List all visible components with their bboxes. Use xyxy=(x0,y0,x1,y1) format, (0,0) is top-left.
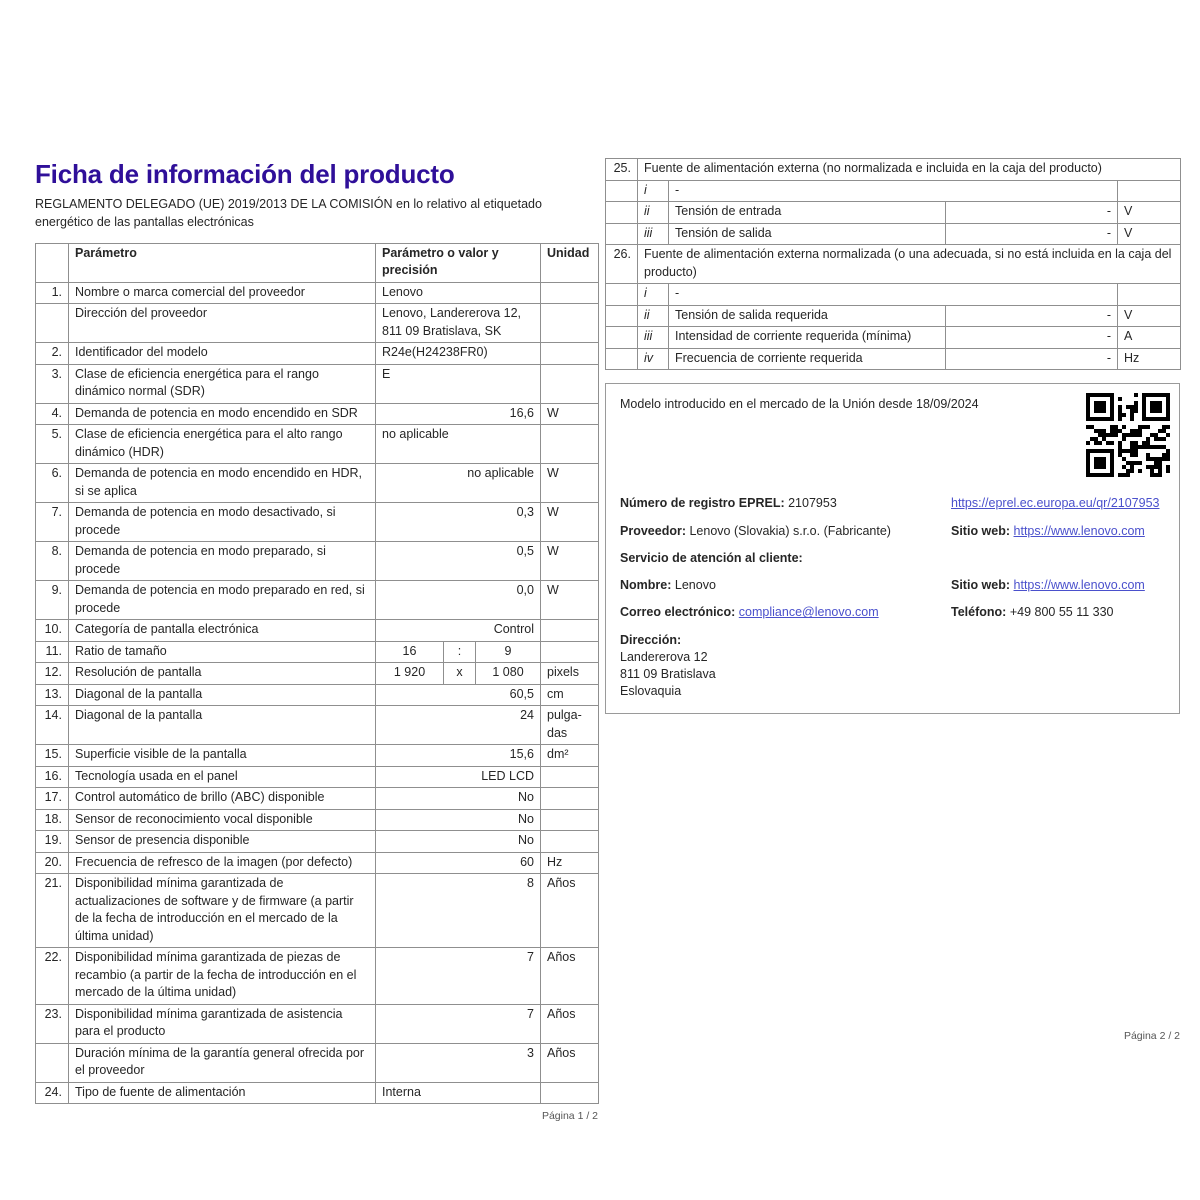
row-unit: Años xyxy=(541,948,599,1005)
row-subnumber: i xyxy=(638,284,669,306)
row-label: Diagonal de la pantalla xyxy=(69,706,376,745)
row-label: Tensión de salida requerida xyxy=(669,305,946,327)
row-unit xyxy=(541,282,599,304)
table-row xyxy=(36,663,599,685)
table-row xyxy=(36,581,599,620)
row-number: 8. xyxy=(36,542,69,581)
row-label: Sensor de presencia disponible xyxy=(69,831,376,853)
row-number: 13. xyxy=(36,684,69,706)
section-label: Fuente de alimentación externa normalizada (o una adecuada, si no está incluida en la caja del producto) xyxy=(638,245,1181,284)
sitio-web-label-2: Sitio web: xyxy=(951,578,1011,592)
row-value: 16,6 xyxy=(376,403,541,425)
row-number xyxy=(36,304,69,343)
row-value-part: 9 xyxy=(476,641,541,663)
sitio-web-link-2[interactable]: https://www.lenovo.com xyxy=(1013,578,1145,592)
col-header-num xyxy=(36,243,69,282)
regulation-subtitle: REGLAMENTO DELEGADO (UE) 2019/2013 DE LA COMISIÓN en lo relativo al etiquetado energético de las pantallas electrónicas xyxy=(35,197,542,229)
row-number: 14. xyxy=(36,706,69,745)
market-intro-text: Modelo introducido en el mercado de la Unión desde 18/09/2024 xyxy=(620,397,979,411)
table-row xyxy=(36,788,599,810)
row-unit: V xyxy=(1118,202,1181,224)
row-value: 24 xyxy=(376,706,541,745)
table-row xyxy=(36,464,599,503)
table-row xyxy=(606,159,1181,181)
row-unit xyxy=(541,809,599,831)
row-number: 24. xyxy=(36,1082,69,1104)
direccion-line: Landererova 12 xyxy=(620,649,708,664)
row-value-separator: : xyxy=(444,641,476,663)
row-value: 0,3 xyxy=(376,503,541,542)
row-unit: W xyxy=(541,464,599,503)
row-unit: Años xyxy=(541,1043,599,1082)
direccion-line: 811 09 Bratislava xyxy=(620,667,716,681)
row-value: No xyxy=(376,809,541,831)
table-row xyxy=(36,304,599,343)
table-row xyxy=(606,245,1181,284)
row-number: 22. xyxy=(36,948,69,1005)
row-label: Nombre o marca comercial del proveedor xyxy=(69,282,376,304)
row-number: 25. xyxy=(606,159,638,181)
row-subnumber: iii xyxy=(638,327,669,349)
row-unit xyxy=(541,831,599,853)
row-number xyxy=(36,1043,69,1082)
row-number: 4. xyxy=(36,403,69,425)
row-value: - xyxy=(669,180,1118,202)
row-value: - xyxy=(946,305,1118,327)
row-value: 60,5 xyxy=(376,684,541,706)
row-unit: A xyxy=(1118,327,1181,349)
table-row xyxy=(36,831,599,853)
table-row xyxy=(36,766,599,788)
row-value: 0,5 xyxy=(376,542,541,581)
row-unit: pulga-das xyxy=(541,706,599,745)
row-number: 6. xyxy=(36,464,69,503)
row-unit xyxy=(541,1082,599,1104)
direccion-block xyxy=(620,632,1165,701)
row-value: 15,6 xyxy=(376,745,541,767)
row-label: Demanda de potencia en modo desactivado, si procede xyxy=(69,503,376,542)
row-number: 23. xyxy=(36,1004,69,1043)
row-unit xyxy=(541,766,599,788)
table-row xyxy=(36,852,599,874)
row-label: Clase de eficiencia energética para el alto rango dinámico (HDR) xyxy=(69,425,376,464)
row-value: Lenovo, Landererova 12, 811 09 Bratislava, SK xyxy=(376,304,541,343)
supplier-info-box xyxy=(605,383,1180,714)
eprel-value: 2107953 xyxy=(788,496,837,511)
row-number xyxy=(606,284,638,306)
row-number: 15. xyxy=(36,745,69,767)
row-label: Duración mínima de la garantía general ofrecida por el proveedor xyxy=(69,1043,376,1082)
correo-link[interactable]: compliance@lenovo.com xyxy=(738,605,879,620)
nombre-row xyxy=(620,577,1165,594)
table-row xyxy=(36,948,599,1005)
row-unit: Hz xyxy=(1118,348,1181,370)
table-header-row xyxy=(36,243,599,282)
row-unit: V xyxy=(1118,305,1181,327)
row-label: Demanda de potencia en modo encendido en HDR, si se aplica xyxy=(69,464,376,503)
row-value: 8 xyxy=(376,874,541,948)
row-unit: V xyxy=(1118,223,1181,245)
table-row xyxy=(36,364,599,403)
row-unit: cm xyxy=(541,684,599,706)
row-number: 2. xyxy=(36,343,69,365)
row-number: 9. xyxy=(36,581,69,620)
row-value: - xyxy=(946,348,1118,370)
row-number: 17. xyxy=(36,788,69,810)
table-row xyxy=(606,327,1181,349)
product-parameters-table xyxy=(35,243,599,1105)
row-number xyxy=(606,223,638,245)
power-supply-table xyxy=(605,158,1181,370)
row-value: 7 xyxy=(376,948,541,1005)
row-value: Interna xyxy=(376,1082,541,1104)
row-number: 20. xyxy=(36,852,69,874)
row-value: LED LCD xyxy=(376,766,541,788)
row-unit: Hz xyxy=(541,852,599,874)
row-unit: W xyxy=(541,581,599,620)
row-value: - xyxy=(669,284,1118,306)
row-value: No xyxy=(376,788,541,810)
row-label: Sensor de reconocimiento vocal disponible xyxy=(69,809,376,831)
col-header-parametro: Parámetro xyxy=(69,243,376,282)
table-row xyxy=(36,1004,599,1043)
row-unit: W xyxy=(541,403,599,425)
row-value: Lenovo xyxy=(376,282,541,304)
row-value-part: 16 xyxy=(376,641,444,663)
row-unit xyxy=(541,304,599,343)
row-value: - xyxy=(946,223,1118,245)
row-subnumber: iii xyxy=(638,223,669,245)
table-row xyxy=(36,343,599,365)
row-label: Dirección del proveedor xyxy=(69,304,376,343)
row-unit: W xyxy=(541,542,599,581)
row-value: no aplicable xyxy=(376,425,541,464)
row-unit xyxy=(541,343,599,365)
row-unit: W xyxy=(541,503,599,542)
row-number: 12. xyxy=(36,663,69,685)
page-title: Ficha de información del producto xyxy=(35,159,455,189)
row-label: Tipo de fuente de alimentación xyxy=(69,1082,376,1104)
row-label: Tecnología usada en el panel xyxy=(69,766,376,788)
row-value: No xyxy=(376,831,541,853)
table-row xyxy=(36,745,599,767)
row-unit: dm² xyxy=(541,745,599,767)
row-label: Resolución de pantalla xyxy=(69,663,376,685)
col-header-valor: Parámetro o valor y precisión xyxy=(376,243,541,282)
row-unit: Años xyxy=(541,874,599,948)
row-label: Identificador del modelo xyxy=(69,343,376,365)
row-label: Control automático de brillo (ABC) disponible xyxy=(69,788,376,810)
row-subnumber: ii xyxy=(638,305,669,327)
row-label: Tensión de salida xyxy=(669,223,946,245)
proveedor-value: Lenovo (Slovakia) s.r.o. (Fabricante) xyxy=(689,523,891,538)
row-value: 3 xyxy=(376,1043,541,1082)
nombre-label: Nombre: xyxy=(620,578,672,592)
servicio-cliente-label: Servicio de atención al cliente: xyxy=(620,550,803,565)
correo-label: Correo electrónico: xyxy=(620,605,736,620)
col-header-unidad: Unidad xyxy=(541,243,599,282)
table-row xyxy=(36,503,599,542)
page-2 xyxy=(605,158,1180,714)
table-row xyxy=(36,425,599,464)
table-row xyxy=(36,874,599,948)
row-number: 1. xyxy=(36,282,69,304)
table-row xyxy=(36,282,599,304)
table-row xyxy=(606,202,1181,224)
row-number: 10. xyxy=(36,620,69,642)
table-row xyxy=(606,305,1181,327)
direccion-line: Eslovaquia xyxy=(620,684,682,699)
row-subnumber: iv xyxy=(638,348,669,370)
row-number: 21. xyxy=(36,874,69,948)
eprel-label: Número de registro EPREL: xyxy=(620,496,785,511)
correo-row xyxy=(620,604,1165,621)
row-number: 3. xyxy=(36,364,69,403)
table-row xyxy=(606,348,1181,370)
table-row xyxy=(36,809,599,831)
table-row xyxy=(36,1082,599,1104)
row-number xyxy=(606,348,638,370)
eprel-row xyxy=(620,495,1165,512)
row-unit xyxy=(541,620,599,642)
page2-footer: Página 2 / 2 xyxy=(1123,1030,1180,1042)
row-unit xyxy=(541,641,599,663)
row-value: 0,0 xyxy=(376,581,541,620)
row-value: no aplicable xyxy=(376,464,541,503)
section-label: Fuente de alimentación externa (no normalizada e incluida en la caja del producto) xyxy=(638,159,1181,181)
row-value: 60 xyxy=(376,852,541,874)
row-label: Ratio de tamaño xyxy=(69,641,376,663)
sitio-web-link[interactable]: https://www.lenovo.com xyxy=(1013,523,1145,538)
row-unit xyxy=(541,788,599,810)
row-label: Disponibilidad mínima garantizada de piezas de recambio (a partir de la fecha de introducción en el mercado de la última unidad) xyxy=(69,948,376,1005)
table-row xyxy=(606,180,1181,202)
table-row xyxy=(36,403,599,425)
sitio-web-label: Sitio web: xyxy=(951,523,1011,538)
table-row xyxy=(36,620,599,642)
row-subnumber: ii xyxy=(638,202,669,224)
qr-code-icon xyxy=(1086,393,1170,477)
table-row xyxy=(606,223,1181,245)
row-label: Categoría de pantalla electrónica xyxy=(69,620,376,642)
row-unit xyxy=(1118,180,1181,202)
row-label: Frecuencia de corriente requerida xyxy=(669,348,946,370)
row-number: 26. xyxy=(606,245,638,284)
row-label: Demanda de potencia en modo preparado, si procede xyxy=(69,542,376,581)
row-number: 16. xyxy=(36,766,69,788)
proveedor-row xyxy=(620,523,1165,540)
row-number xyxy=(606,202,638,224)
row-value: - xyxy=(946,202,1118,224)
row-subnumber: i xyxy=(638,180,669,202)
telefono-value: +49 800 55 11 330 xyxy=(1009,605,1114,620)
nombre-value: Lenovo xyxy=(674,578,716,592)
row-label: Tensión de entrada xyxy=(669,202,946,224)
row-label: Intensidad de corriente requerida (mínima) xyxy=(669,327,946,349)
page-1 xyxy=(35,160,598,1122)
row-value-part: 1 920 xyxy=(376,663,444,685)
row-number xyxy=(606,305,638,327)
row-number xyxy=(606,180,638,202)
table-row xyxy=(36,706,599,745)
table-row xyxy=(36,542,599,581)
page1-footer: Página 1 / 2 xyxy=(541,1110,598,1123)
direccion-label: Dirección: xyxy=(620,632,682,647)
row-label: Disponibilidad mínima garantizada de actualizaciones de software y de firmware (a partir de la fecha de introducción en el mercado de la última unidad) xyxy=(69,874,376,948)
row-value: - xyxy=(946,327,1118,349)
row-number: 5. xyxy=(36,425,69,464)
row-label: Disponibilidad mínima garantizada de asistencia para el producto xyxy=(69,1004,376,1043)
row-number: 11. xyxy=(36,641,69,663)
row-unit xyxy=(541,364,599,403)
eprel-qr-link[interactable]: https://eprel.ec.europa.eu/qr/2107953 xyxy=(951,496,1160,511)
table-row xyxy=(36,641,599,663)
table-row xyxy=(606,284,1181,306)
row-number: 7. xyxy=(36,503,69,542)
proveedor-label: Proveedor: xyxy=(620,523,686,538)
row-value: 7 xyxy=(376,1004,541,1043)
row-value: Control xyxy=(376,620,541,642)
row-unit xyxy=(541,425,599,464)
row-value-separator: x xyxy=(444,663,476,685)
row-value-part: 1 080 xyxy=(476,663,541,685)
row-value: E xyxy=(376,364,541,403)
row-label: Clase de eficiencia energética para el rango dinámico normal (SDR) xyxy=(69,364,376,403)
telefono-label: Teléfono: xyxy=(951,605,1007,620)
row-value: R24e(H24238FR0) xyxy=(376,343,541,365)
row-number: 19. xyxy=(36,831,69,853)
row-label: Demanda de potencia en modo preparado en red, si procede xyxy=(69,581,376,620)
row-unit: pixels xyxy=(541,663,599,685)
row-label: Demanda de potencia en modo encendido en SDR xyxy=(69,403,376,425)
row-number xyxy=(606,327,638,349)
row-label: Superficie visible de la pantalla xyxy=(69,745,376,767)
row-unit: Años xyxy=(541,1004,599,1043)
row-label: Frecuencia de refresco de la imagen (por defecto) xyxy=(69,852,376,874)
table-row xyxy=(36,684,599,706)
row-number: 18. xyxy=(36,809,69,831)
row-label: Diagonal de la pantalla xyxy=(69,684,376,706)
row-unit xyxy=(1118,284,1181,306)
table-row xyxy=(36,1043,599,1082)
